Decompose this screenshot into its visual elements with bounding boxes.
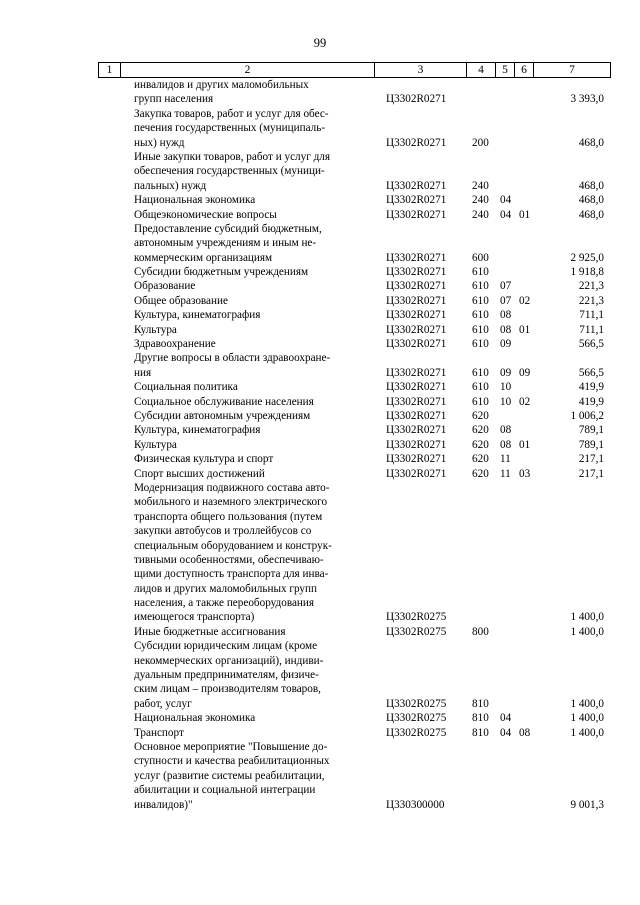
section-code: 04 xyxy=(500,712,512,725)
subsection-code: 08 xyxy=(519,726,531,739)
target-article-code: Ц3302R0275 xyxy=(386,726,447,739)
table-body xyxy=(0,78,640,812)
row-values xyxy=(0,279,640,293)
col-header-4: 4 xyxy=(478,64,484,76)
expense-type-code: 240 xyxy=(472,194,489,207)
expense-type-code: 800 xyxy=(472,625,489,638)
row-name-line: Иные закупки товаров, работ и услуг для xyxy=(134,150,331,163)
table-row xyxy=(0,438,640,452)
row-name-line: населения, а также переоборудования xyxy=(134,597,315,610)
expense-type-code: 620 xyxy=(472,438,489,451)
target-article-code: Ц3302R0271 xyxy=(386,266,447,279)
amount: 711,1 xyxy=(579,323,604,336)
subsection-code: 02 xyxy=(519,395,531,408)
row-values xyxy=(0,323,640,337)
table-row xyxy=(0,208,640,222)
table-row xyxy=(0,294,640,308)
amount: 1 918,8 xyxy=(570,266,604,279)
target-article-code: Ц3302R0271 xyxy=(386,136,447,149)
amount: 468,0 xyxy=(578,208,604,221)
target-article-code: Ц3302R0271 xyxy=(386,294,447,307)
target-article-code: Ц3302R0271 xyxy=(386,381,447,394)
amount: 789,1 xyxy=(578,424,604,437)
expense-type-code: 610 xyxy=(472,395,489,408)
row-name-line: ния xyxy=(134,366,152,379)
row-name-line: Национальная экономика xyxy=(134,712,256,725)
col-header-3: 3 xyxy=(417,64,424,76)
table-row xyxy=(0,337,640,351)
row-name-line: ных) нужд xyxy=(134,136,185,149)
amount: 1 400,0 xyxy=(570,712,604,725)
row-values xyxy=(0,409,640,423)
row-values xyxy=(0,208,640,222)
row-values xyxy=(0,92,640,106)
expense-type-code: 240 xyxy=(472,179,489,192)
expense-type-code: 620 xyxy=(472,453,489,466)
section-code: 07 xyxy=(500,280,512,293)
section-code: 08 xyxy=(500,424,512,437)
table-row xyxy=(0,380,640,394)
row-name-line: услуг (развитие системы реабилитации, xyxy=(134,769,325,782)
row-values xyxy=(0,179,640,193)
row-name-line: Иные бюджетные ассигнования xyxy=(134,625,286,638)
amount: 3 393,0 xyxy=(570,93,604,106)
section-code: 04 xyxy=(500,208,512,221)
table-row xyxy=(0,639,640,711)
expense-type-code: 610 xyxy=(472,294,489,307)
table-row xyxy=(0,409,640,423)
table-row xyxy=(0,150,640,193)
section-code: 08 xyxy=(500,438,512,451)
target-article-code: Ц3302R0271 xyxy=(386,438,447,451)
row-values xyxy=(0,726,640,740)
row-name-line: автономным учреждениям и иным не- xyxy=(134,237,317,250)
subsection-code: 01 xyxy=(519,208,531,221)
section-code: 08 xyxy=(500,309,512,322)
row-values xyxy=(0,711,640,725)
expense-type-code: 240 xyxy=(472,208,489,221)
row-name-line: некоммерческих организаций), индиви- xyxy=(134,654,324,667)
target-article-code: Ц3302R0275 xyxy=(386,712,447,725)
row-values xyxy=(0,380,640,394)
table-row xyxy=(0,78,640,107)
row-values xyxy=(0,395,640,409)
target-article-code: Ц3302R0271 xyxy=(386,395,447,408)
row-name-line: Субсидии бюджетным учреждениям xyxy=(134,266,309,279)
row-name-line: Здравоохранение xyxy=(134,338,216,351)
amount: 789,1 xyxy=(578,438,604,451)
section-code: 11 xyxy=(500,453,511,466)
target-article-code: Ц3302R0275 xyxy=(386,611,447,624)
amount: 9 001,3 xyxy=(570,798,604,811)
row-name-line: мобильного и наземного электрического xyxy=(134,496,328,509)
expense-type-code: 200 xyxy=(472,136,489,149)
amount: 419,9 xyxy=(578,381,604,394)
amount: 221,3 xyxy=(578,280,604,293)
row-name-line: имеющегося транспорта) xyxy=(134,611,255,624)
table-row xyxy=(0,452,640,466)
row-name-line: Основное мероприятие "Повышение до- xyxy=(134,740,328,753)
amount: 1 400,0 xyxy=(570,697,604,710)
row-name-line: Национальная экономика xyxy=(134,194,256,207)
expense-type-code: 610 xyxy=(472,338,489,351)
amount: 217,1 xyxy=(578,453,604,466)
row-name-line: Физическая культура и спорт xyxy=(134,453,274,466)
target-article-code: Ц3302R0271 xyxy=(386,424,447,437)
table-row xyxy=(0,740,640,812)
row-name-line: печения государственных (муниципаль- xyxy=(134,122,326,135)
row-values xyxy=(0,438,640,452)
target-article-code: Ц3302R0275 xyxy=(386,625,447,638)
expense-type-code: 620 xyxy=(472,467,489,480)
amount: 2 925,0 xyxy=(570,251,604,264)
row-values xyxy=(0,467,640,481)
section-code: 04 xyxy=(500,194,512,207)
row-values xyxy=(0,697,640,711)
row-name-line: лидов и других маломобильных групп xyxy=(134,582,317,595)
target-article-code: Ц3302R0271 xyxy=(386,208,447,221)
row-values xyxy=(0,798,640,812)
expense-type-code: 610 xyxy=(472,381,489,394)
row-name-line: Социальная политика xyxy=(134,381,238,394)
subsection-code: 01 xyxy=(519,438,531,451)
amount: 1 400,0 xyxy=(570,611,604,624)
expense-type-code: 810 xyxy=(472,726,489,739)
row-name-line: коммерческим организациям xyxy=(134,251,273,264)
row-values xyxy=(0,193,640,207)
target-article-code: Ц3302R0271 xyxy=(386,453,447,466)
row-name-line: Модернизация подвижного состава авто- xyxy=(134,481,330,494)
expense-type-code: 610 xyxy=(472,266,489,279)
table-row xyxy=(0,726,640,740)
expense-type-code: 610 xyxy=(472,280,489,293)
row-name-line: Спорт высших достижений xyxy=(134,467,265,480)
amount: 468,0 xyxy=(578,136,604,149)
target-article-code: Ц3302R0275 xyxy=(386,697,447,710)
target-article-code: Ц3302R0271 xyxy=(386,93,447,106)
row-name-line: Образование xyxy=(134,280,196,293)
row-values xyxy=(0,265,640,279)
row-values xyxy=(0,337,640,351)
table-row xyxy=(0,423,640,437)
row-name-line: ским лицам – производителям товаров, xyxy=(134,683,321,696)
amount: 217,1 xyxy=(578,467,604,480)
section-code: 04 xyxy=(500,726,512,739)
table-row xyxy=(0,107,640,150)
subsection-code: 02 xyxy=(519,294,531,307)
amount: 419,9 xyxy=(578,395,604,408)
table-row xyxy=(0,193,640,207)
target-article-code: Ц3302R0271 xyxy=(386,309,447,322)
section-code: 10 xyxy=(500,395,512,408)
table-row xyxy=(0,279,640,293)
row-values xyxy=(0,452,640,466)
target-article-code: Ц3302R0271 xyxy=(386,467,447,480)
section-code: 07 xyxy=(500,294,512,307)
row-name-line: обеспечения государственных (муници- xyxy=(134,165,325,178)
section-code: 10 xyxy=(500,381,512,394)
row-name-line: Социальное обслуживание населения xyxy=(134,395,314,408)
row-values xyxy=(0,251,640,265)
expense-type-code: 810 xyxy=(472,712,489,725)
amount: 566,5 xyxy=(578,366,604,379)
table-row xyxy=(0,351,640,380)
target-article-code: Ц3302R0271 xyxy=(386,409,447,422)
table-row xyxy=(0,222,640,265)
row-name-line: Культура, кинематография xyxy=(134,309,261,322)
table-row xyxy=(0,467,640,481)
subsection-code: 09 xyxy=(519,366,531,379)
row-values xyxy=(0,610,640,624)
amount: 711,1 xyxy=(579,309,604,322)
row-name-line: специальным оборудованием и конструк- xyxy=(134,539,332,552)
amount: 468,0 xyxy=(578,179,604,192)
row-values xyxy=(0,294,640,308)
row-name-line: инвалидов)" xyxy=(134,798,193,811)
row-name-line: ступности и качества реабилитационных xyxy=(134,755,330,768)
row-name-line: дуальным предпринимателям, физиче- xyxy=(134,669,319,682)
col-header-5: 5 xyxy=(502,64,508,76)
amount: 1 400,0 xyxy=(570,625,604,638)
expense-type-code: 810 xyxy=(472,697,489,710)
row-name-line: Другие вопросы в области здравоохране- xyxy=(134,352,331,365)
row-name-line: закупки автобусов и троллейбусов со xyxy=(134,525,312,538)
row-name-line: тивными особенностями, обеспечиваю- xyxy=(134,553,324,566)
table-header xyxy=(98,62,611,78)
subsection-code: 01 xyxy=(519,323,531,336)
section-code: 09 xyxy=(500,338,512,351)
target-article-code: Ц3302R0271 xyxy=(386,280,447,293)
row-values xyxy=(0,423,640,437)
page-number: 99 xyxy=(313,36,327,50)
row-name-line: абилитации и социальной интеграции xyxy=(134,784,316,797)
amount: 468,0 xyxy=(578,194,604,207)
target-article-code: Ц3302R0271 xyxy=(386,366,447,379)
section-code: 08 xyxy=(500,323,512,336)
target-article-code: Ц3302R0271 xyxy=(386,194,447,207)
subsection-code: 03 xyxy=(519,467,531,480)
row-name-line: Транспорт xyxy=(134,726,184,739)
row-name-line: Общеэкономические вопросы xyxy=(134,208,277,221)
expense-type-code: 620 xyxy=(472,409,489,422)
row-name-line: Культура xyxy=(134,438,177,451)
row-name-line: групп населения xyxy=(134,93,214,106)
target-article-code: Ц330300000 xyxy=(386,798,445,811)
row-name-line: Закупка товаров, работ и услуг для обес- xyxy=(134,107,329,120)
row-name xyxy=(134,481,366,625)
table-row xyxy=(0,265,640,279)
col-header-2: 2 xyxy=(244,64,251,76)
row-name-line: Субсидии юридическим лицам (кроме xyxy=(134,640,318,653)
row-name-line: Субсидии автономным учреждениям xyxy=(134,409,311,422)
expense-type-code: 610 xyxy=(472,366,489,379)
row-values xyxy=(0,366,640,380)
amount: 566,5 xyxy=(578,338,604,351)
row-name-line: Общее образование xyxy=(134,294,228,307)
table-row xyxy=(0,308,640,322)
expense-type-code: 610 xyxy=(472,309,489,322)
row-values xyxy=(0,308,640,322)
row-name-line: работ, услуг xyxy=(134,697,192,710)
row-name-line: инвалидов и других маломобильных xyxy=(134,79,309,91)
amount: 1 006,2 xyxy=(570,409,604,422)
table-row xyxy=(0,323,640,337)
col-header-1: 1 xyxy=(106,64,113,76)
row-name-line: Предоставление субсидий бюджетным, xyxy=(134,222,322,235)
section-code: 11 xyxy=(500,467,511,480)
amount: 221,3 xyxy=(578,294,604,307)
amount: 1 400,0 xyxy=(570,726,604,739)
expense-type-code: 620 xyxy=(472,424,489,437)
row-values xyxy=(0,625,640,639)
expense-type-code: 600 xyxy=(472,251,489,264)
table-row xyxy=(0,625,640,639)
row-name-line: транспорта общего пользования (путем xyxy=(134,510,323,523)
row-name-line: Культура, кинематография xyxy=(134,424,261,437)
table-row xyxy=(0,711,640,725)
target-article-code: Ц3302R0271 xyxy=(386,323,447,336)
col-header-6: 6 xyxy=(521,64,527,76)
row-name-line: щими доступность транспорта для инва- xyxy=(134,568,329,581)
target-article-code: Ц3302R0271 xyxy=(386,179,447,192)
target-article-code: Ц3302R0271 xyxy=(386,338,447,351)
col-header-7: 7 xyxy=(569,64,575,76)
table-row xyxy=(0,395,640,409)
expense-type-code: 610 xyxy=(472,323,489,336)
row-values xyxy=(0,136,640,150)
section-code: 09 xyxy=(500,366,512,379)
table-row xyxy=(0,481,640,625)
row-name-line: Культура xyxy=(134,323,177,336)
row-name-line: пальных) нужд xyxy=(134,179,207,192)
target-article-code: Ц3302R0271 xyxy=(386,251,447,264)
